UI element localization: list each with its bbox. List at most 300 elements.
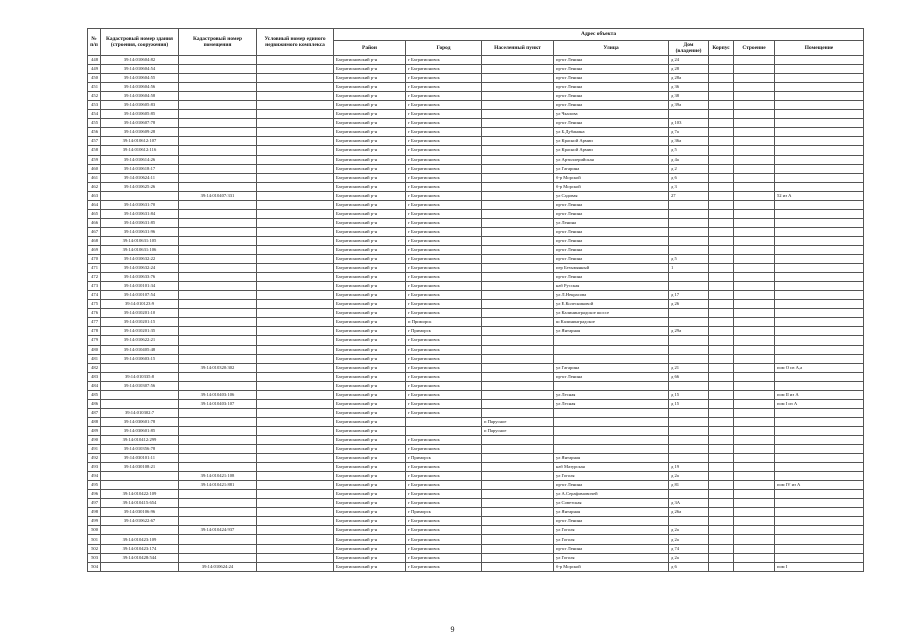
cell-house: д 2а — [669, 472, 709, 481]
cell-city: г Багратионовск — [406, 463, 482, 472]
cell-city: г Багратионовск — [406, 345, 482, 354]
cell-corpus — [709, 417, 734, 426]
cell-conditional-number — [257, 454, 334, 463]
cell-cadastral-room — [179, 327, 257, 336]
cell-cadastral-room — [179, 236, 257, 245]
cell-corpus — [709, 463, 734, 472]
cell-city: г Багратионовск — [406, 191, 482, 200]
cell-street: пр-кт Ленина — [554, 83, 669, 92]
cell-number: 476 — [88, 309, 101, 318]
cell-house: д 38 — [669, 92, 709, 101]
cell-room — [775, 236, 864, 245]
cell-house: д 2а — [669, 553, 709, 562]
cell-corpus — [709, 499, 734, 508]
cell-settlement — [482, 227, 554, 236]
cell-room — [775, 146, 864, 155]
cell-house — [669, 408, 709, 417]
header-street: Улица — [554, 41, 669, 56]
cell-district: Багратионовский р-н — [334, 282, 406, 291]
cell-number: 487 — [88, 408, 101, 417]
cell-corpus — [709, 454, 734, 463]
cell-conditional-number — [257, 56, 334, 65]
cell-house — [669, 345, 709, 354]
cell-district: Багратионовский р-н — [334, 101, 406, 110]
cell-cadastral-building — [101, 399, 179, 408]
cell-corpus — [709, 399, 734, 408]
cell-city: г Багратионовск — [406, 101, 482, 110]
cell-cadastral-building: 39:14:010604:56 — [101, 83, 179, 92]
cell-street: ул Садовая — [554, 191, 669, 200]
cell-street: пр-кт Ленина — [554, 209, 669, 218]
cell-conditional-number — [257, 101, 334, 110]
cell-settlement — [482, 182, 554, 191]
cell-corpus — [709, 372, 734, 381]
table-row — [88, 164, 864, 173]
cell-building — [734, 354, 775, 363]
cell-city: г Багратионовск — [406, 110, 482, 119]
cell-room — [775, 264, 864, 273]
cell-cadastral-room — [179, 182, 257, 191]
cell-cadastral-building: 39:14:010632:22 — [101, 255, 179, 264]
cell-number: 470 — [88, 255, 101, 264]
cell-conditional-number — [257, 264, 334, 273]
cell-room — [775, 499, 864, 508]
cell-room — [775, 454, 864, 463]
cell-corpus — [709, 508, 734, 517]
cell-conditional-number — [257, 209, 334, 218]
cell-conditional-number — [257, 354, 334, 363]
cell-number: 477 — [88, 318, 101, 327]
cell-street: пр-кт Ленина — [554, 255, 669, 264]
cell-cadastral-building: 39:14:010604:82 — [101, 56, 179, 65]
cell-settlement — [482, 309, 554, 318]
cell-corpus — [709, 327, 734, 336]
cell-street: ул Ленина — [554, 218, 669, 227]
cell-corpus — [709, 300, 734, 309]
table-row — [88, 236, 864, 245]
cell-cadastral-building — [101, 562, 179, 571]
cell-cadastral-building: 39:14:030106:96 — [101, 508, 179, 517]
cell-cadastral-building — [101, 390, 179, 399]
cell-city: г Багратионовск — [406, 363, 482, 372]
cell-corpus — [709, 390, 734, 399]
cell-district: Багратионовский р-н — [334, 236, 406, 245]
cell-cadastral-room — [179, 65, 257, 74]
cell-corpus — [709, 218, 734, 227]
cell-settlement — [482, 200, 554, 209]
cell-street: ул Лесная — [554, 390, 669, 399]
cell-district: Багратионовский р-н — [334, 417, 406, 426]
table-row — [88, 435, 864, 444]
cell-district: Багратионовский р-н — [334, 345, 406, 354]
cell-district: Багратионовский р-н — [334, 65, 406, 74]
cell-building — [734, 445, 775, 454]
cell-city: г Багратионовск — [406, 336, 482, 345]
cell-room — [775, 472, 864, 481]
cell-cadastral-room — [179, 426, 257, 435]
cell-cadastral-room — [179, 463, 257, 472]
cell-city: г Багратионовск — [406, 517, 482, 526]
cell-house — [669, 218, 709, 227]
header-cadastral-room: Кадастровый номер помещения — [179, 29, 257, 56]
cell-corpus — [709, 345, 734, 354]
cell-building — [734, 200, 775, 209]
cell-building — [734, 101, 775, 110]
cell-cadastral-building: 39:14:010307:56 — [101, 381, 179, 390]
cell-number: 494 — [88, 472, 101, 481]
cell-district: Багратионовский р-н — [334, 182, 406, 191]
cell-corpus — [709, 264, 734, 273]
cell-number: 460 — [88, 164, 101, 173]
cell-corpus — [709, 426, 734, 435]
cell-settlement — [482, 83, 554, 92]
cell-settlement — [482, 291, 554, 300]
cell-building — [734, 245, 775, 254]
cell-conditional-number — [257, 309, 334, 318]
cell-house — [669, 200, 709, 209]
cell-district: Багратионовский р-н — [334, 372, 406, 381]
cell-city: г Багратионовск — [406, 490, 482, 499]
cell-settlement — [482, 381, 554, 390]
cell-building — [734, 173, 775, 182]
cell-settlement — [482, 74, 554, 83]
cell-house — [669, 354, 709, 363]
cell-street: пр-кт Ленина — [554, 200, 669, 209]
table-row — [88, 336, 864, 345]
cell-cadastral-room — [179, 318, 257, 327]
cell-settlement — [482, 526, 554, 535]
cell-settlement — [482, 300, 554, 309]
cell-house: д 2а — [669, 526, 709, 535]
cell-cadastral-room — [179, 101, 257, 110]
cell-district: Багратионовский р-н — [334, 490, 406, 499]
table-row — [88, 363, 864, 372]
cell-cadastral-room: 39:14:010407:331 — [179, 191, 257, 200]
cell-street: ул Советская — [554, 499, 669, 508]
cell-corpus — [709, 544, 734, 553]
cell-number: 459 — [88, 155, 101, 164]
cell-room — [775, 273, 864, 282]
cell-settlement — [482, 137, 554, 146]
cell-settlement — [482, 318, 554, 327]
cell-number: 479 — [88, 336, 101, 345]
cell-street — [554, 336, 669, 345]
cell-corpus — [709, 553, 734, 562]
cell-street: ул Л.Некрасова — [554, 291, 669, 300]
cell-corpus — [709, 110, 734, 119]
table-row — [88, 92, 864, 101]
table-row — [88, 191, 864, 200]
table-row — [88, 472, 864, 481]
cell-room — [775, 336, 864, 345]
cell-conditional-number — [257, 245, 334, 254]
cell-number: 464 — [88, 200, 101, 209]
cell-cadastral-room — [179, 490, 257, 499]
cell-corpus — [709, 255, 734, 264]
cell-number: 452 — [88, 92, 101, 101]
table-row — [88, 390, 864, 399]
table-row — [88, 562, 864, 571]
cell-conditional-number — [257, 227, 334, 236]
cell-settlement — [482, 218, 554, 227]
cell-conditional-number — [257, 435, 334, 444]
cell-city: г Багратионовск — [406, 553, 482, 562]
cell-house — [669, 445, 709, 454]
cell-cadastral-building: 39:14:010605:85 — [101, 110, 179, 119]
cell-street: б-р Морской — [554, 182, 669, 191]
cell-city: г Багратионовск — [406, 164, 482, 173]
cell-number: 491 — [88, 445, 101, 454]
cell-city: г Багратионовск — [406, 173, 482, 182]
cell-cadastral-building: 39:14:010423:109 — [101, 535, 179, 544]
cell-cadastral-room — [179, 408, 257, 417]
cell-settlement — [482, 390, 554, 399]
cell-house: д 66 — [669, 372, 709, 381]
cell-settlement — [482, 110, 554, 119]
cell-building — [734, 146, 775, 155]
cell-number: 481 — [88, 354, 101, 363]
cell-building — [734, 318, 775, 327]
cell-street — [554, 381, 669, 390]
cell-cadastral-room — [179, 227, 257, 236]
cell-cadastral-building: 39:14:030601:85 — [101, 426, 179, 435]
cell-cadastral-building: 39:14:010622:21 — [101, 336, 179, 345]
cell-district: Багратионовский р-н — [334, 56, 406, 65]
cell-corpus — [709, 291, 734, 300]
table-row — [88, 110, 864, 119]
cell-building — [734, 209, 775, 218]
table-row — [88, 128, 864, 137]
cell-house — [669, 236, 709, 245]
cell-city: г Багратионовск — [406, 499, 482, 508]
cell-settlement — [482, 454, 554, 463]
cell-house — [669, 273, 709, 282]
cell-district: Багратионовский р-н — [334, 309, 406, 318]
cell-room — [775, 354, 864, 363]
cell-district: Багратионовский р-н — [334, 354, 406, 363]
cell-room — [775, 408, 864, 417]
cell-cadastral-building: 39:14:010624:11 — [101, 173, 179, 182]
cell-cadastral-room — [179, 146, 257, 155]
cell-number: 450 — [88, 74, 101, 83]
cell-district: Багратионовский р-н — [334, 553, 406, 562]
cell-corpus — [709, 273, 734, 282]
cell-conditional-number — [257, 363, 334, 372]
cell-number: 461 — [88, 173, 101, 182]
table-row — [88, 417, 864, 426]
cell-district: Багратионовский р-н — [334, 526, 406, 535]
cell-city: г Багратионовск — [406, 408, 482, 417]
cell-room — [775, 490, 864, 499]
cell-street: наб Русская — [554, 282, 669, 291]
cell-street: ул Б.Дубанина — [554, 128, 669, 137]
cell-number: 501 — [88, 535, 101, 544]
cell-settlement: п Парусное — [482, 417, 554, 426]
cell-room — [775, 381, 864, 390]
cell-house — [669, 282, 709, 291]
table-row — [88, 517, 864, 526]
cell-district: Багратионовский р-н — [334, 435, 406, 444]
cell-house — [669, 309, 709, 318]
cell-city: г Приморск — [406, 508, 482, 517]
cell-number: 465 — [88, 209, 101, 218]
cell-district: Багратионовский р-н — [334, 200, 406, 209]
cell-building — [734, 336, 775, 345]
cell-room: 52 из А — [775, 191, 864, 200]
cell-cadastral-room — [179, 381, 257, 390]
cell-cadastral-building: 39:14:010335:8 — [101, 372, 179, 381]
cell-building — [734, 363, 775, 372]
table-header — [88, 29, 864, 56]
cell-number: 466 — [88, 218, 101, 227]
cell-cadastral-room — [179, 372, 257, 381]
cell-city: г Багратионовск — [406, 128, 482, 137]
cell-district: Багратионовский р-н — [334, 245, 406, 254]
cell-street: ул Чкалова — [554, 110, 669, 119]
cell-conditional-number — [257, 119, 334, 128]
cell-city: г Багратионовск — [406, 56, 482, 65]
cell-house: д 5 — [669, 255, 709, 264]
header-cadastral-building: Кадастровый номер здания (строения, сооружения) — [101, 29, 179, 56]
cell-corpus — [709, 236, 734, 245]
cell-street: б-р Морской — [554, 562, 669, 571]
cell-corpus — [709, 119, 734, 128]
cell-conditional-number — [257, 472, 334, 481]
cell-house: д 15 — [669, 399, 709, 408]
cell-number: 474 — [88, 291, 101, 300]
cell-room — [775, 508, 864, 517]
cell-city — [406, 426, 482, 435]
cell-street: пр-кт Ленина — [554, 372, 669, 381]
cell-street: ул Гагарина — [554, 164, 669, 173]
cell-cadastral-room — [179, 517, 257, 526]
cell-cadastral-room — [179, 119, 257, 128]
cell-conditional-number — [257, 426, 334, 435]
table-row — [88, 408, 864, 417]
cell-conditional-number — [257, 526, 334, 535]
cell-settlement — [482, 336, 554, 345]
cell-cadastral-building: 39:14:010405:48 — [101, 345, 179, 354]
cell-building — [734, 56, 775, 65]
cell-number: 456 — [88, 128, 101, 137]
cell-number: 492 — [88, 454, 101, 463]
cell-conditional-number — [257, 399, 334, 408]
cell-house: д 21 — [669, 363, 709, 372]
header-number: № п/п — [88, 29, 101, 56]
cell-district: Багратионовский р-н — [334, 508, 406, 517]
cell-room: пом IV из А — [775, 481, 864, 490]
cell-house: д 6 — [669, 562, 709, 571]
cell-city: г Багратионовск — [406, 435, 482, 444]
cell-corpus — [709, 318, 734, 327]
cell-cadastral-room — [179, 354, 257, 363]
cell-house: д 39а — [669, 101, 709, 110]
table-row — [88, 490, 864, 499]
cell-room — [775, 327, 864, 336]
cell-district: Багратионовский р-н — [334, 83, 406, 92]
cell-building — [734, 481, 775, 490]
cell-number: 484 — [88, 381, 101, 390]
cell-room — [775, 128, 864, 137]
cell-building — [734, 182, 775, 191]
cell-conditional-number — [257, 255, 334, 264]
cell-city: г Багратионовск — [406, 264, 482, 273]
table-row — [88, 65, 864, 74]
cell-district: Багратионовский р-н — [334, 300, 406, 309]
cell-house: д 29а — [669, 327, 709, 336]
cell-room — [775, 309, 864, 318]
cell-room: пом I — [775, 562, 864, 571]
cell-city: г Багратионовск — [406, 155, 482, 164]
cell-cadastral-building: 39:14:010625:26 — [101, 182, 179, 191]
cell-settlement — [482, 191, 554, 200]
cell-city: г Багратионовск — [406, 218, 482, 227]
cell-number: 472 — [88, 273, 101, 282]
cell-building — [734, 435, 775, 444]
cell-cadastral-room — [179, 291, 257, 300]
table-row — [88, 173, 864, 182]
cell-room — [775, 535, 864, 544]
cell-conditional-number — [257, 200, 334, 209]
table-row — [88, 445, 864, 454]
cell-number: 473 — [88, 282, 101, 291]
cell-corpus — [709, 526, 734, 535]
cell-street: пр-кт Ленина — [554, 101, 669, 110]
cell-house — [669, 227, 709, 236]
cell-room — [775, 463, 864, 472]
cell-district: Багратионовский р-н — [334, 74, 406, 83]
cell-district: Багратионовский р-н — [334, 481, 406, 490]
cell-number: 489 — [88, 426, 101, 435]
cell-house: д 17 — [669, 291, 709, 300]
cell-cadastral-building: 39:14:010622:67 — [101, 517, 179, 526]
table-row — [88, 508, 864, 517]
cell-cadastral-room — [179, 508, 257, 517]
cell-room — [775, 445, 864, 454]
cell-house: д 103 — [669, 119, 709, 128]
table-body — [88, 56, 864, 572]
cell-number: 483 — [88, 372, 101, 381]
cell-cadastral-room — [179, 83, 257, 92]
cell-building — [734, 218, 775, 227]
table-row — [88, 255, 864, 264]
cell-district: Багратионовский р-н — [334, 255, 406, 264]
cell-building — [734, 517, 775, 526]
cell-district: Багратионовский р-н — [334, 209, 406, 218]
cell-corpus — [709, 227, 734, 236]
cell-settlement — [482, 155, 554, 164]
cell-settlement — [482, 128, 554, 137]
cell-street: пр-кт Ленина — [554, 74, 669, 83]
cell-corpus — [709, 445, 734, 454]
cell-building — [734, 508, 775, 517]
cell-street: пр-кт Ленина — [554, 227, 669, 236]
cell-corpus — [709, 56, 734, 65]
cell-conditional-number — [257, 490, 334, 499]
cell-cadastral-room — [179, 345, 257, 354]
cell-street: пер Безымянный — [554, 264, 669, 273]
cell-street — [554, 445, 669, 454]
cell-house: д 7а — [669, 128, 709, 137]
cell-room: пом О из А,а — [775, 363, 864, 372]
cell-conditional-number — [257, 282, 334, 291]
cell-district: Багратионовский р-н — [334, 426, 406, 435]
cell-city: г Багратионовск — [406, 119, 482, 128]
cell-house: д 81 — [669, 481, 709, 490]
cell-room — [775, 300, 864, 309]
cell-cadastral-room: 39:14:010424:937 — [179, 526, 257, 535]
cell-cadastral-room — [179, 535, 257, 544]
